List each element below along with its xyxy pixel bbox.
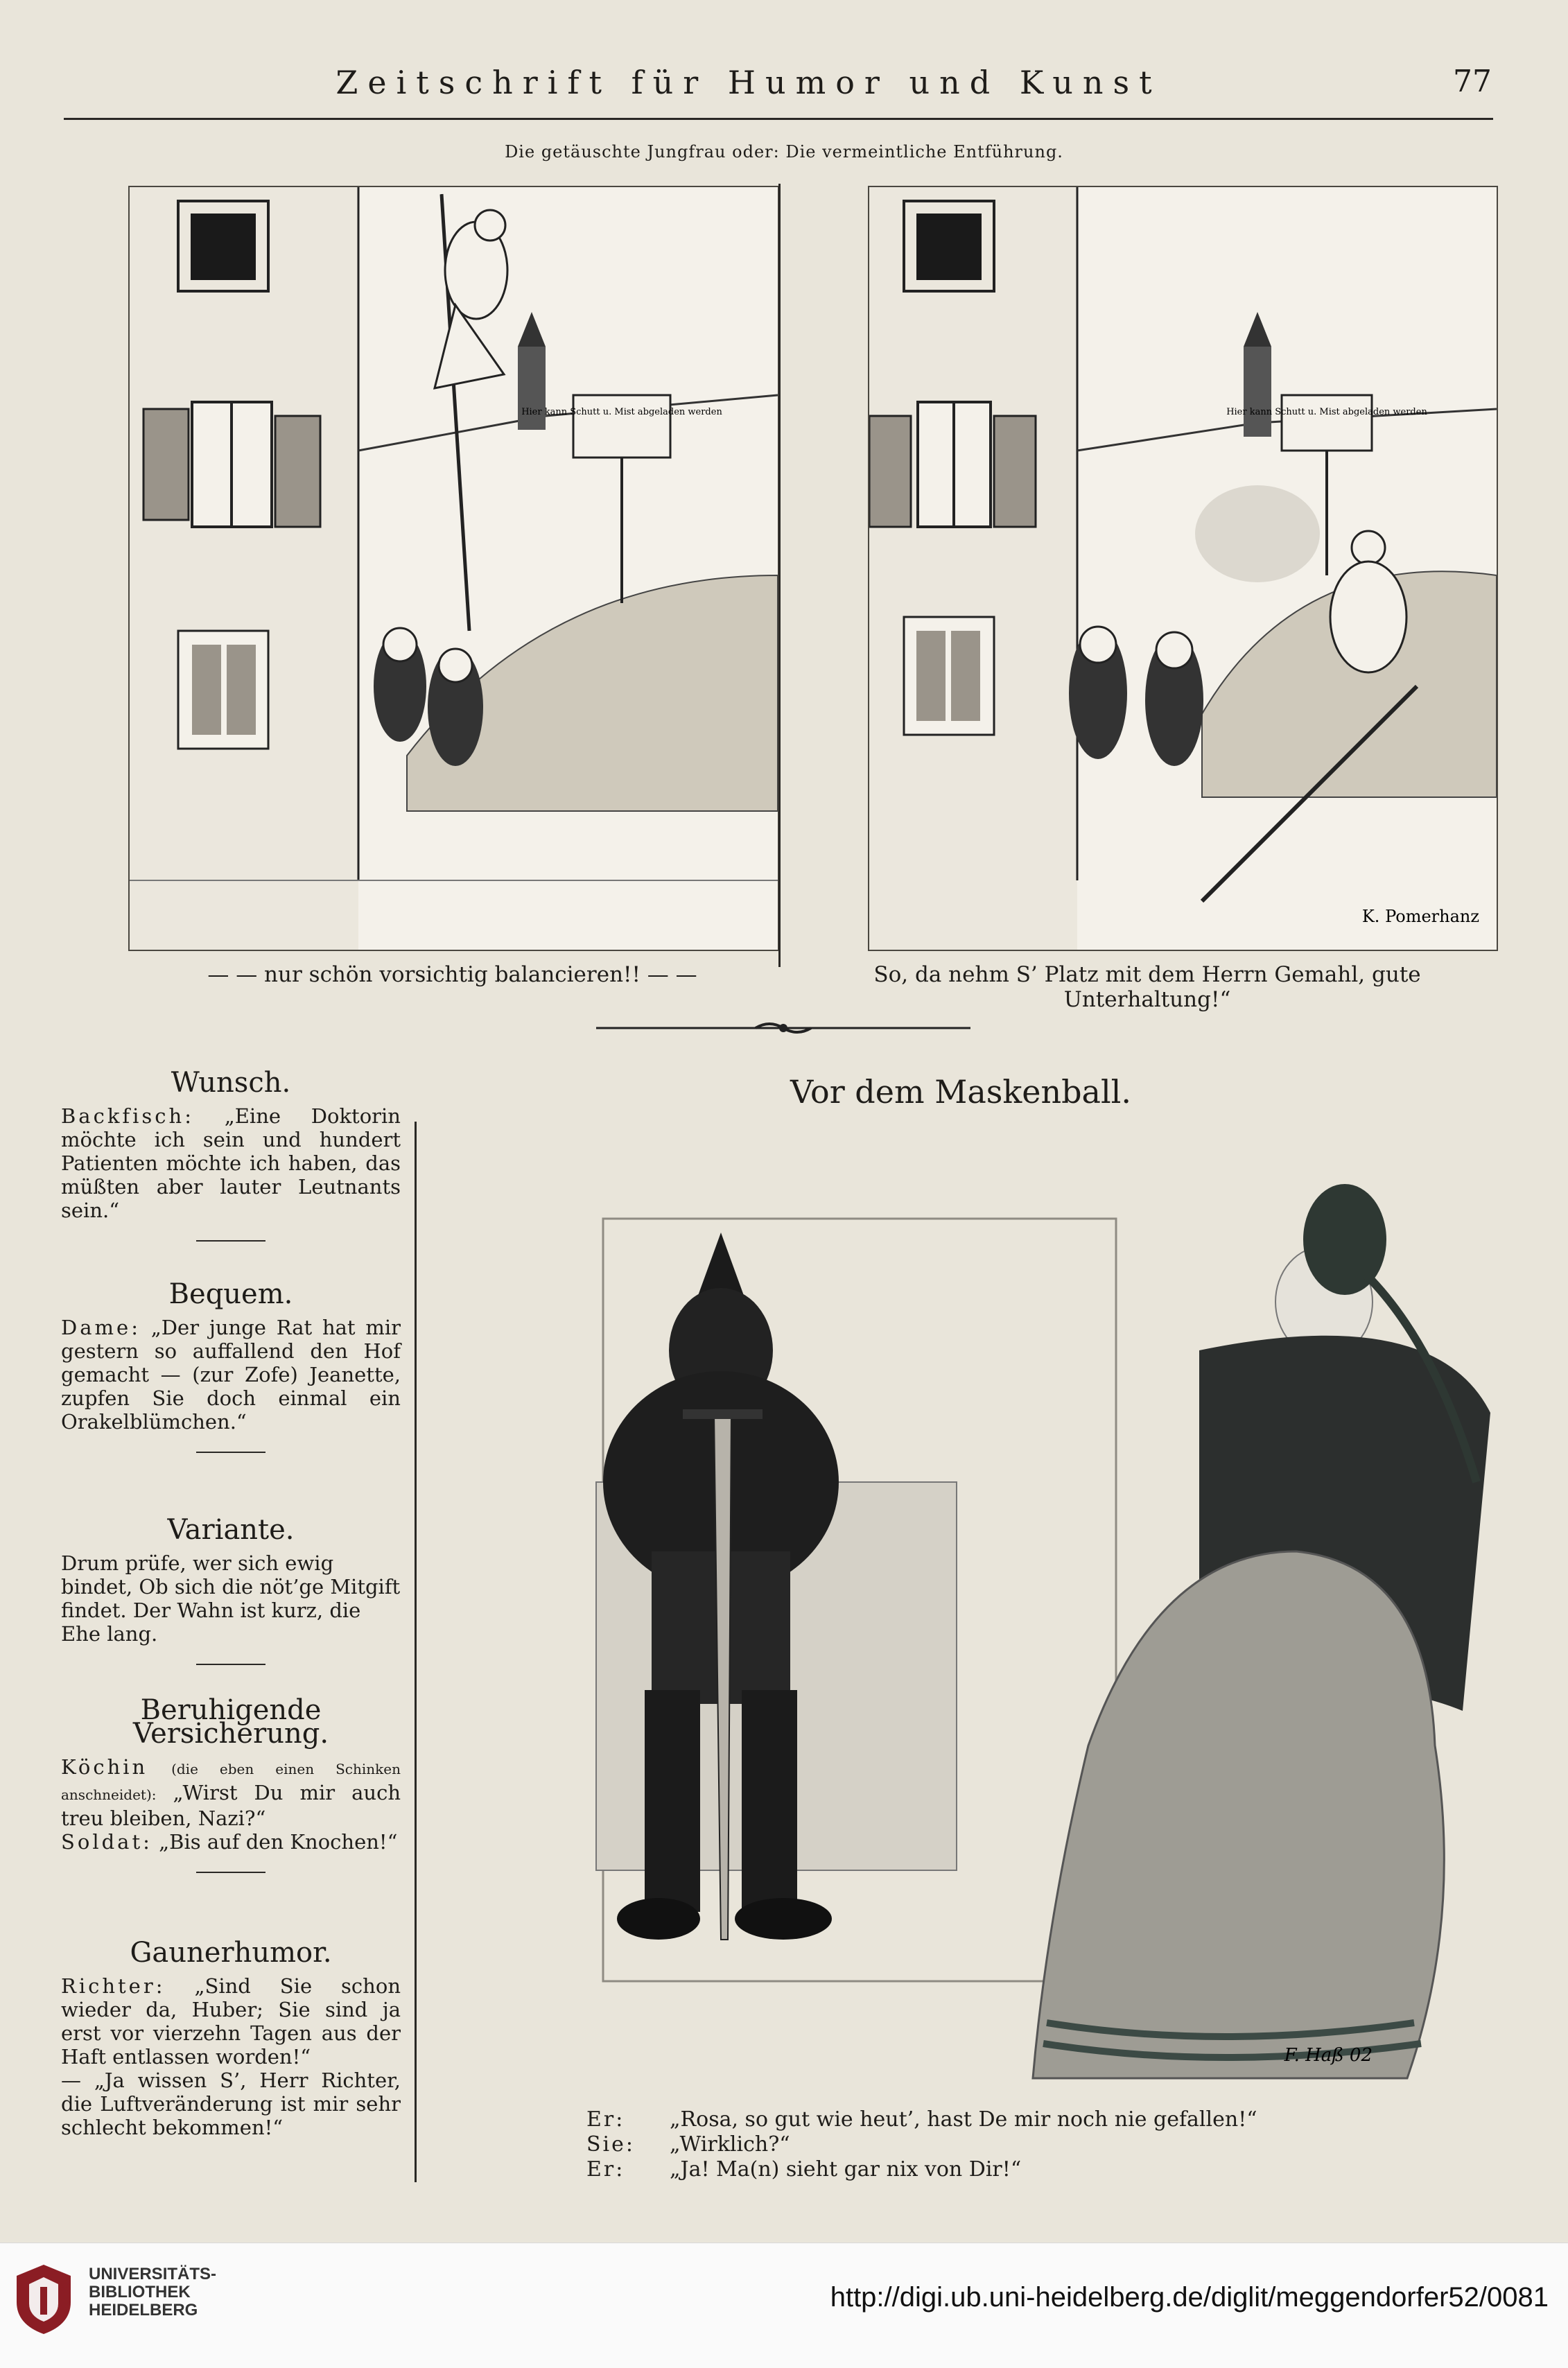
- joke-title: Beruhigende Versicherung.: [132, 1694, 329, 1750]
- header-rule: [64, 118, 1493, 120]
- joke-speaker: Köchin: [61, 1755, 148, 1779]
- page-number: 77: [1453, 64, 1492, 99]
- joke-versicherung: [61, 1694, 401, 1894]
- joke-bequem: [61, 1278, 401, 1474]
- dialog-line: [586, 2107, 1257, 2132]
- dialog-line: [586, 2157, 1257, 2182]
- footer-institution-line: BIBLIOTHEK: [89, 2283, 191, 2301]
- section-title: Vor dem Maskenball.: [790, 1073, 1131, 1111]
- joke-wunsch: [61, 1067, 401, 1262]
- joke-gaunerhumor: [61, 1937, 401, 2139]
- running-title: Zeitschrift für Humor und Kunst: [336, 64, 1162, 101]
- joke-speaker: Soldat:: [61, 1830, 153, 1854]
- joke-text: „Bis auf den Knochen!“: [159, 1830, 398, 1854]
- dialog-line: [586, 2132, 1257, 2157]
- joke-title: Gaunerhumor.: [130, 1937, 332, 1969]
- cartoon-panel-left: [128, 186, 779, 951]
- joke-speaker: Backfisch:: [61, 1104, 194, 1128]
- joke-text: „Eine Doktorin möchte ich sein und hundert Patienten möchte ich haben, das müßten aber lauter Leutnants sein.“: [61, 1104, 401, 1222]
- joke-title: Variante.: [167, 1514, 295, 1546]
- joke-separator: [196, 1452, 265, 1453]
- footer-institution-line: HEIDELBERG: [89, 2301, 198, 2319]
- knight-illustration: [423, 1122, 1494, 2089]
- joke-text: „Sind Sie schon wieder da, Huber; Sie sind ja erst vor vierzehn Tagen aus der Haft entlassen worden!“: [61, 1974, 401, 2069]
- caption-right: So, da nehm S’ Platz mit dem Herrn Gemahl, gute Unterhaltung!“: [873, 962, 1421, 1012]
- joke-stage-note: (die eben einen Schinken anschneidet):: [61, 1761, 401, 1803]
- joke-title: Bequem.: [168, 1278, 293, 1310]
- column-rule: [415, 1122, 417, 2182]
- seated-couple-illustration: [869, 187, 1497, 950]
- masquerade-dialog: [586, 2107, 1257, 2182]
- joke-speaker: Richter:: [61, 1974, 166, 1998]
- footer-institution: [89, 2265, 216, 2319]
- joke-separator: [196, 1664, 265, 1665]
- joke-title: Wunsch.: [171, 1067, 291, 1099]
- footer-institution-line: UNIVERSITÄTS-: [89, 2265, 217, 2283]
- footer-url-link[interactable]: http://digi.ub.uni-heidelberg.de/diglit/meggendorfer52/0081: [830, 2282, 1549, 2313]
- joke-text: „Der junge Rat hat mir gestern so auffallend den Hof gemacht — (zur Zofe) Jeanette, zupfen Sie doch einmal ein Orakelblümchen.“: [61, 1316, 401, 1434]
- joke-variante: [61, 1514, 401, 1686]
- dialog-speaker: Er:: [586, 2107, 625, 2132]
- joke-text: „Wirst Du mir auch treu bleiben, Nazi?“: [61, 1781, 401, 1830]
- cartoon-panel-right: [868, 186, 1498, 951]
- joke-separator: [196, 1872, 265, 1873]
- caption-left: — — nur schön vorsichtig balancieren!! — —: [207, 962, 697, 987]
- knight-signature: F. Haß 02: [1284, 2045, 1373, 2066]
- joke-text: Drum prüfe, wer sich ewig bindet, Ob sich die nöt’ge Mitgift findet. Der Wahn ist kurz, die Ehe lang.: [61, 1551, 401, 1646]
- university-seal-icon: [12, 2262, 75, 2337]
- cartoon-title: Die getäuschte Jungfrau oder: Die vermeintliche Entführung.: [505, 142, 1063, 162]
- sign-text-right: Hier kann Schutt u. Mist abgeladen werden: [1226, 407, 1427, 417]
- dialog-speaker: Sie:: [586, 2132, 636, 2157]
- dialog-text: „Wirklich?“: [670, 2132, 790, 2157]
- sign-text-left: Hier kann Schutt u. Mist abgeladen werden: [521, 407, 722, 417]
- joke-speaker: Dame:: [61, 1316, 141, 1339]
- elopement-illustration: [130, 187, 778, 950]
- dialog-speaker: Er:: [586, 2157, 625, 2182]
- panel-divider: [778, 184, 781, 967]
- joke-speaker: —: [61, 2069, 81, 2092]
- joke-separator: [196, 1240, 265, 1242]
- dialog-text: „Rosa, so gut wie heut’, hast De mir noch nie gefallen!“: [670, 2107, 1257, 2132]
- ornament-divider: [596, 1018, 970, 1038]
- joke-text: „Ja wissen S’, Herr Richter, die Luftveränderung ist mir sehr schlecht bekommen!“: [61, 2069, 401, 2139]
- dialog-text: „Ja! Ma(n) sieht gar nix von Dir!“: [670, 2157, 1022, 2182]
- cartoon-signature: K. Pomerhanz: [1361, 907, 1479, 926]
